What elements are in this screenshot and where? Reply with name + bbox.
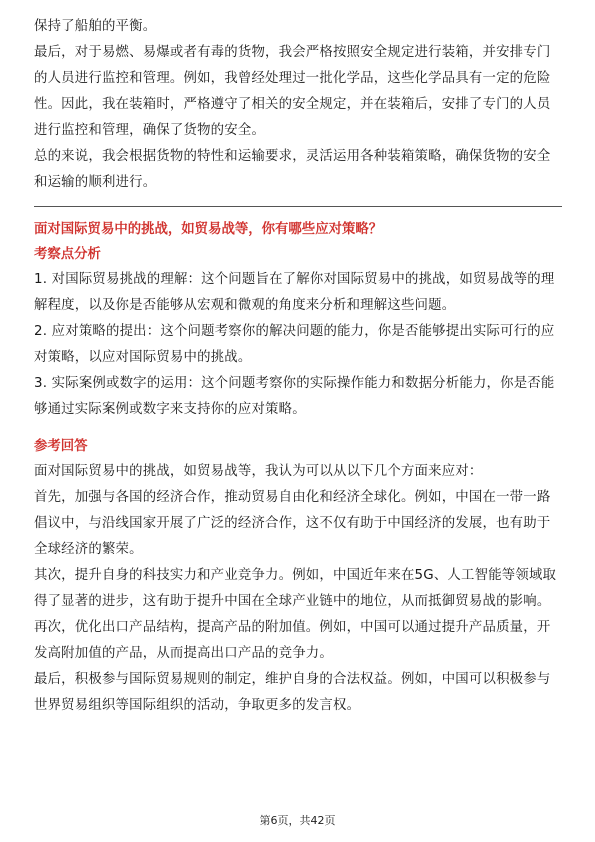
page-number: 第6页，共42页 (259, 814, 336, 827)
answer-paragraph-4: 再次，优化出口产品结构，提高产品的附加值。例如，中国可以通过提升产品质量，开发高附加值的产品，从而提高出口产品的竞争力。 (34, 620, 551, 661)
answer-heading: 参考回答 (34, 439, 88, 454)
section-divider (34, 206, 562, 207)
page-content (34, 14, 562, 719)
answer-paragraph-2: 首先，加强与各国的经济合作，推动贸易自由化和经济全球化。例如，中国在一带一路倡议中，与沿线国家开展了广泛的经济合作，这不仅有助于中国经济的发展，也有助于全球经济的繁荣。 (34, 490, 551, 557)
answer-paragraph-1: 面对国际贸易中的挑战，如贸易战等，我认为可以从以下几个方面来应对： (34, 464, 483, 479)
analysis-heading: 考察点分析 (34, 247, 101, 262)
top-paragraph-3: 总的来说，我会根据货物的特性和运输要求，灵活运用各种装箱策略，确保货物的安全和运输的顺利进行。 (34, 149, 551, 190)
top-paragraph-1: 保持了船舶的平衡。 (34, 19, 157, 34)
answer-paragraph-3: 其次，提升自身的科技实力和产业竞争力。例如，中国近年来在5G、人工智能等领域取得了显著的进步，这有助于提升中国在全球产业链中的地位，从而抵御贸易战的影响。 (34, 568, 557, 609)
section-gap (34, 423, 562, 435)
top-paragraph-2: 最后，对于易燃、易爆或者有毒的货物，我会严格按照安全规定进行装箱，并安排专门的人员进行监控和管理。例如，我曾经处理过一批化学品，这些化学品具有一定的危险性。因此，我在装箱时，严格遵守了相关的安全规定，并在装箱后，安排了专门的人员进行监控和管理，确保了货物的安全。 (34, 45, 551, 138)
analysis-item-2: 2. 应对策略的提出：这个问题考察你的解决问题的能力，你是否能够提出实际可行的应对策略，以应对国际贸易中的挑战。 (34, 324, 555, 365)
analysis-item-3: 3. 实际案例或数字的运用：这个问题考察你的实际操作能力和数据分析能力，你是否能够通过实际案例或数字来支持你的应对策略。 (34, 376, 555, 417)
answer-paragraph-5: 最后，积极参与国际贸易规则的制定，维护自身的合法权益。例如，中国可以积极参与世界贸易组织等国际组织的活动，争取更多的发言权。 (34, 672, 551, 713)
analysis-item-1: 1. 对国际贸易挑战的理解：这个问题旨在了解你对国际贸易中的挑战，如贸易战等的理解程度，以及你是否能够从宏观和微观的角度来分析和理解这些问题。 (34, 272, 555, 313)
question-title: 面对国际贸易中的挑战，如贸易战等，你有哪些应对策略？ (34, 222, 383, 237)
